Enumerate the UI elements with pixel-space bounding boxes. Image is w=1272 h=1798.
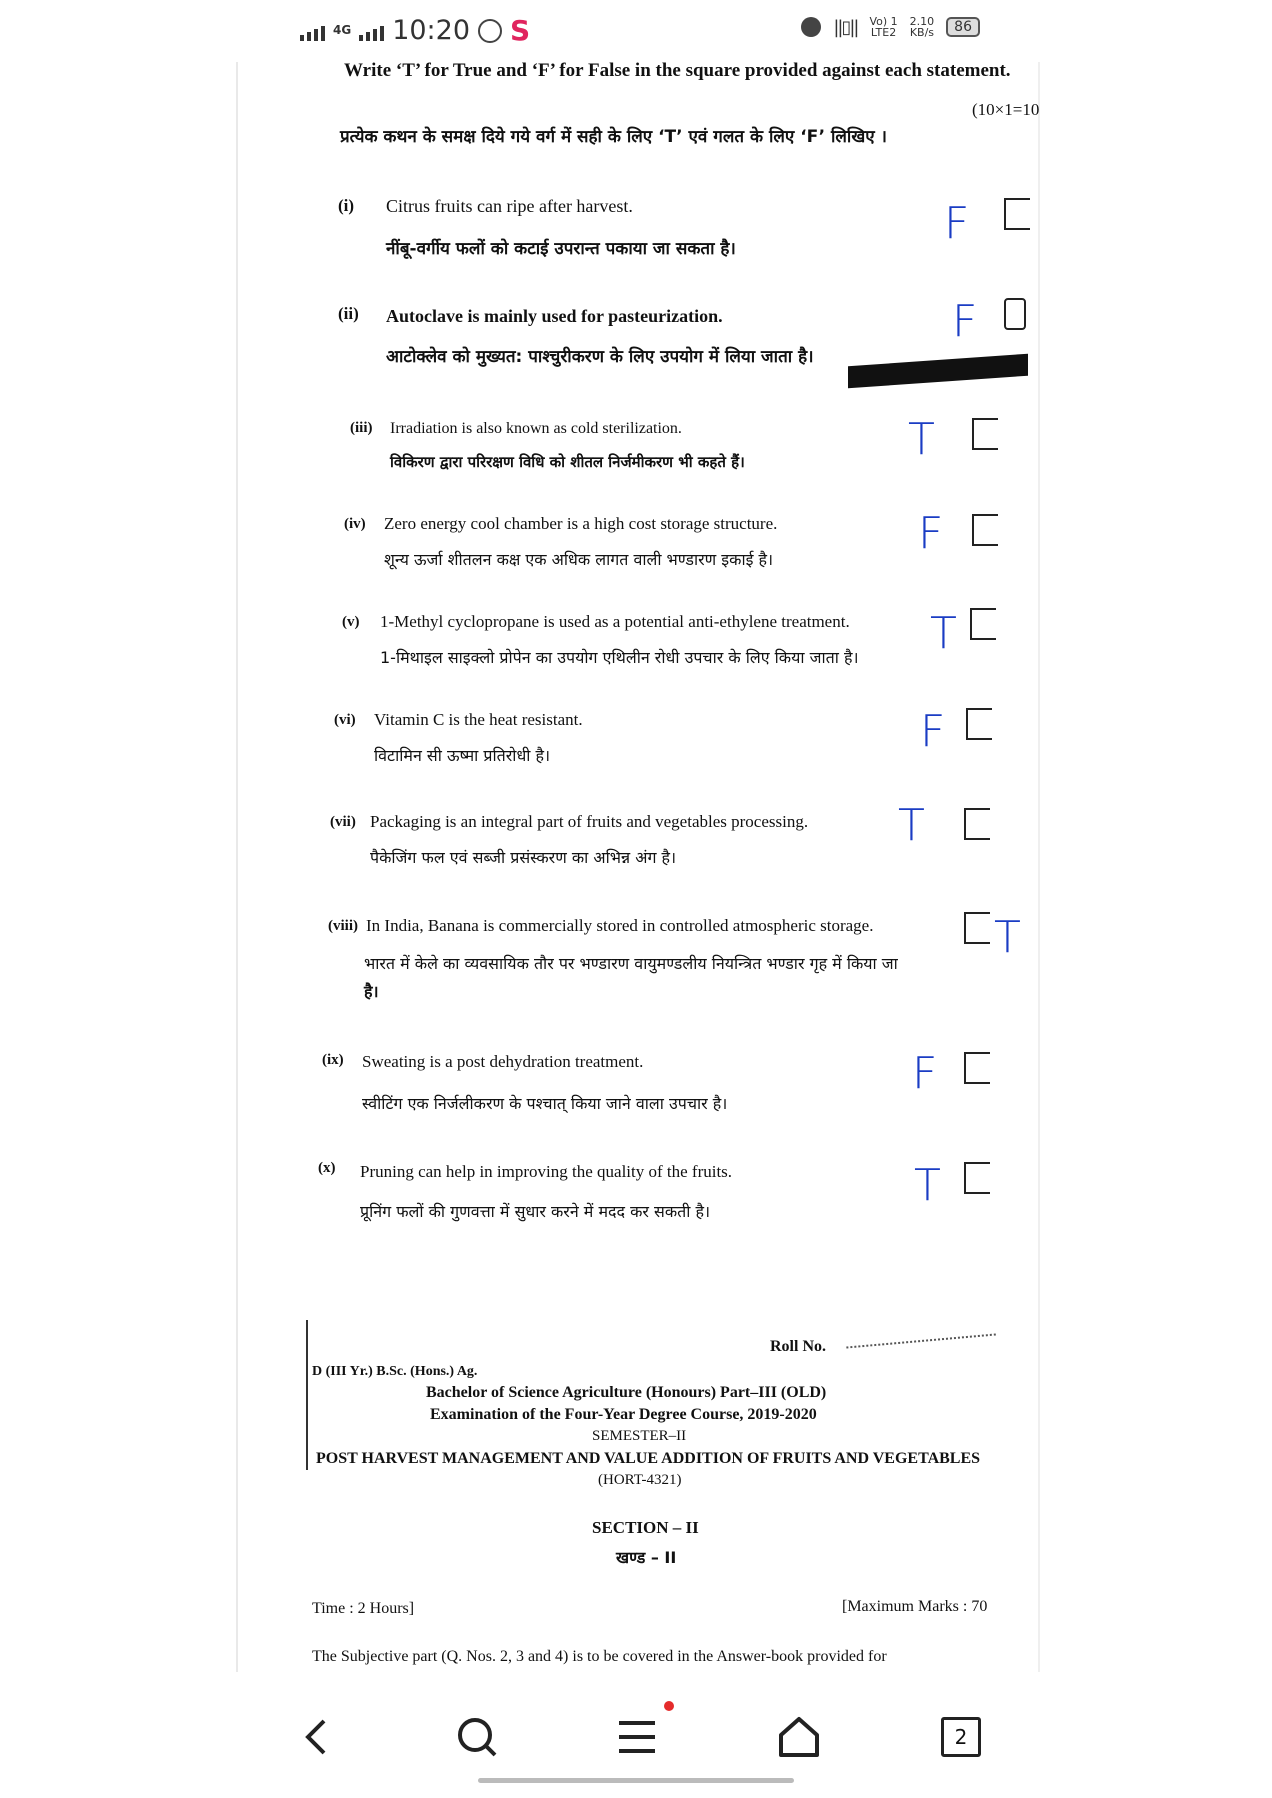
item-statement-hi: शून्य ऊर्जा शीतलन कक्ष एक अधिक लागत वाली भण्डारण इकाई है। (384, 550, 774, 569)
gesture-bar[interactable] (478, 1778, 794, 1783)
item-statement-en: Irradiation is also known as cold sterilization. (390, 420, 682, 437)
signal-icon (300, 21, 325, 41)
item-number: (x) (318, 1160, 336, 1176)
status-left (300, 14, 530, 47)
semester-label: SEMESTER–II (592, 1428, 687, 1444)
item-statement-en: Vitamin C is the heat resistant. (374, 710, 583, 729)
scan-shadow (848, 354, 1028, 389)
item-number: (vii) (330, 814, 356, 830)
network-speed (910, 16, 935, 38)
item-number: (viii) (328, 918, 358, 934)
item-statement-hi: पैकेजिंग फल एवं सब्जी प्रसंस्करण का अभिन्न अंग है। (370, 848, 677, 867)
instruction-hindi: प्रत्येक कथन के समक्ष दिये गये वर्ग में सही के लिए ‘T’ एवं गलत के लिए ‘F’ लिखिए । (340, 127, 887, 147)
roll-no-label: Roll No. (770, 1338, 826, 1355)
answer-square (964, 808, 990, 840)
subjective-note: The Subjective part (Q. Nos. 2, 3 and 4) is to be covered in the Answer-book provided for (312, 1648, 887, 1665)
whatsapp-icon (478, 19, 502, 43)
signal-2-icon (359, 21, 384, 41)
answer-square (1004, 198, 1030, 230)
item-statement-hi: स्वीटिंग एक निर्जलीकरण के पश्चात् किया जाने वाला उपचार है। (362, 1094, 728, 1113)
item-statement-hi-cont: है। (364, 982, 379, 1001)
answer-square (970, 608, 996, 640)
answer-square (972, 418, 998, 450)
search-button[interactable] (452, 1712, 502, 1762)
item-statement-en: Autoclave is mainly used for pasteurization. (386, 306, 723, 326)
status-bar (0, 0, 1272, 62)
exam-title: Examination of the Four-Year Degree Course, 2019-2020 (430, 1406, 817, 1423)
answer-square (964, 1162, 990, 1194)
answer-mark: T (994, 912, 1021, 963)
answer-mark: F (912, 1048, 938, 1099)
item-statement-en: Pruning can help in improving the quality of the fruits. (360, 1162, 733, 1181)
answer-mark: F (944, 198, 970, 249)
page-fold-line (306, 1320, 308, 1470)
item-statement-hi: विकिरण द्वारा परिरक्षण विधि को शीतल निर्जमीकरण भी कहते हैं। (390, 453, 745, 471)
item-statement-hi: भारत में केले का व्यवसायिक तौर पर भण्डारण वायुमण्डलीय नियन्त्रित भण्डार गृह में किया जा (364, 954, 898, 973)
item-number: (vi) (334, 712, 356, 728)
subject-title: POST HARVEST MANAGEMENT AND VALUE ADDITION OF FRUITS AND VEGETABLES (316, 1450, 981, 1467)
answer-square (964, 912, 990, 944)
tabs-count: 2 (941, 1717, 981, 1757)
answer-square (972, 514, 998, 546)
course-code: (HORT-4321) (598, 1472, 682, 1488)
answer-mark: T (914, 1160, 941, 1211)
answer-mark: F (918, 508, 944, 559)
volte-text: Vo) 1 LTE2 (869, 15, 898, 39)
alarm-icon (801, 17, 821, 37)
item-statement-en: Zero energy cool chamber is a high cost storage structure. (384, 514, 778, 533)
marks-label: (10×1=10 (972, 100, 1040, 119)
answer-square (964, 1052, 990, 1084)
degree-title: Bachelor of Science Agriculture (Honours) Part–III (OLD) (426, 1384, 827, 1401)
battery-icon: 86 (946, 17, 980, 37)
status-right (801, 16, 980, 38)
answer-square (1004, 298, 1026, 330)
item-number: (ix) (322, 1052, 344, 1068)
clock: 10:20 (392, 15, 471, 46)
home-button[interactable] (774, 1712, 824, 1762)
roll-no-line (846, 1331, 996, 1348)
item-number: (iii) (350, 420, 373, 436)
answer-square (966, 708, 992, 740)
search-icon (455, 1715, 499, 1759)
back-button[interactable] (292, 1712, 342, 1762)
answer-mark: F (952, 296, 978, 347)
max-marks-label: [Maximum Marks : 70 (842, 1598, 988, 1615)
item-number: (ii) (338, 304, 359, 323)
answer-mark: T (898, 800, 925, 851)
speed-text: 2.10 KB/s (909, 15, 935, 39)
app-notification-icon: S (510, 14, 531, 47)
page-edge-right (1038, 62, 1040, 1672)
item-statement-en: Packaging is an integral part of fruits and vegetables processing. (370, 812, 809, 831)
page-edge-left (236, 62, 238, 1672)
answer-mark: T (908, 414, 935, 465)
item-statement-hi: नींबू-वर्गीय फलों को कटाई उपरान्त पकाया जा सकता है। (386, 239, 736, 259)
item-statement-hi: प्रूनिंग फलों की गुणवत्ता में सुधार करने में मदद कर सकती है। (360, 1202, 711, 1221)
answer-mark: F (920, 706, 946, 757)
tabs-button[interactable] (936, 1712, 986, 1762)
back-icon (302, 1717, 332, 1757)
menu-button[interactable] (612, 1712, 662, 1762)
item-statement-hi: 1-मिथाइल साइक्लो प्रोपेन का उपयोग एथिलीन रोधी उपचार के लिए किया जाता है। (380, 648, 859, 667)
item-number: (i) (338, 196, 355, 215)
vibrate-icon: ||▯|| (833, 16, 858, 38)
item-statement-hi: विटामिन सी ऊष्मा प्रतिरोधी है। (374, 746, 551, 765)
section-title-hi: खण्ड – II (616, 1548, 677, 1567)
item-statement-en: 1-Methyl cyclopropane is used as a potential anti-ethylene treatment. (380, 612, 850, 631)
volte-indicator (869, 16, 897, 38)
menu-icon (617, 1719, 657, 1755)
item-statement-en: Sweating is a post dehydration treatment. (362, 1052, 644, 1071)
notification-dot (664, 1701, 674, 1711)
time-label: Time : 2 Hours] (312, 1600, 415, 1617)
item-statement-hi: आटोक्लेव को मुख्यत: पाश्चुरीकरण के लिए उपयोग में लिया जाता है। (386, 347, 814, 367)
item-statement-en: Citrus fruits can ripe after harvest. (386, 196, 633, 216)
paper-code: D (III Yr.) B.Sc. (Hons.) Ag. (312, 1364, 478, 1379)
item-statement-en: In India, Banana is commercially stored in controlled atmospheric storage. (366, 916, 874, 935)
home-icon (777, 1715, 821, 1759)
item-number: (iv) (344, 516, 366, 532)
item-number: (v) (342, 614, 360, 630)
section-title-en: SECTION – II (592, 1518, 699, 1537)
instruction-english: Write ‘T’ for True and ‘F’ for False in the square provided against each statement. (344, 60, 1011, 81)
answer-mark: T (930, 608, 957, 659)
network-type: 4G (333, 23, 352, 37)
